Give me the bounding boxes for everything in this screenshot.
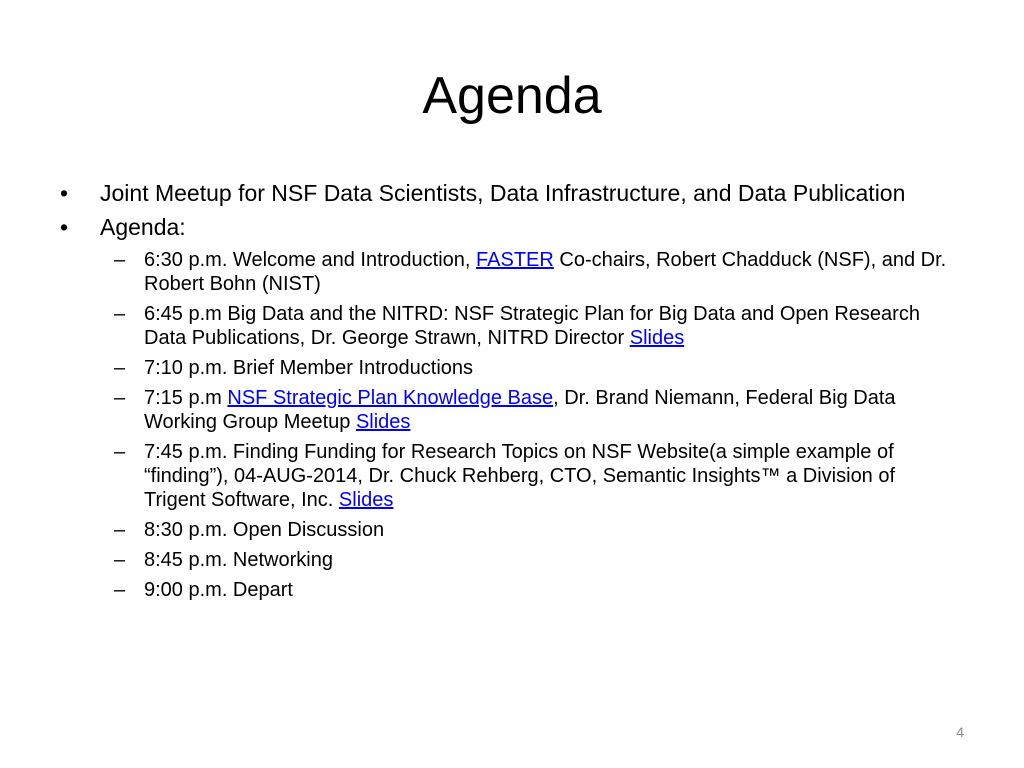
dash-icon: –: [114, 549, 126, 571]
agenda-text: 7:10 p.m. Brief Member Introductions: [144, 357, 474, 379]
slide-title: Agenda: [422, 67, 602, 125]
agenda-text: , Dr. Brand Niemann, Federal Big Data Working Group Meetup: [144, 387, 896, 433]
page-number: 4: [956, 724, 964, 740]
slides-link[interactable]: Slides: [338, 489, 394, 511]
agenda-text: 7:15 p.m: [144, 387, 228, 409]
dash-icon: –: [114, 249, 126, 271]
dash-icon: –: [114, 387, 126, 409]
knowledge-base-link[interactable]: NSF Strategic Plan Knowledge Base: [227, 387, 554, 409]
agenda-text: Co-chairs, Robert Chadduck (NSF), and Dr. Robert Bohn (NIST): [144, 249, 947, 295]
dash-icon: –: [114, 303, 126, 325]
bullet-icon: •: [60, 180, 69, 206]
agenda-text: 8:45 p.m. Networking: [144, 549, 333, 571]
slides-link[interactable]: Slides: [629, 327, 685, 349]
agenda-text: 7:45 p.m. Finding Funding for Research Topics on NSF Website(a simple example of “finding”), 04-AUG-2014, Dr. Chuck Rehberg, CTO, Semantic Insights™ a Division of Trigent Software, Inc.: [144, 441, 896, 511]
bullet-item-agenda: [56, 214, 956, 240]
agenda-text: 9:00 p.m. Depart: [144, 579, 293, 601]
agenda-item: [114, 248, 956, 296]
agenda-text: 6:30 p.m. Welcome and Introduction,: [144, 249, 477, 271]
agenda-item: [114, 578, 956, 602]
agenda-item: [114, 518, 956, 542]
bullet-icon: •: [60, 214, 69, 240]
slides-link[interactable]: Slides: [355, 411, 411, 433]
dash-icon: –: [114, 357, 126, 379]
agenda-text: 8:30 p.m. Open Discussion: [144, 519, 385, 541]
agenda-item: [114, 302, 956, 350]
faster-link[interactable]: FASTER: [476, 249, 554, 271]
dash-icon: –: [114, 441, 126, 463]
agenda-text: 6:45 p.m Big Data and the NITRD: NSF Strategic Plan for Big Data and Open Research Data Publications, Dr. George Strawn, NITRD Director: [144, 303, 920, 349]
dash-icon: –: [114, 579, 126, 601]
bullet-text: Joint Meetup for NSF Data Scientists, Data Infrastructure, and Data Publication: [100, 180, 906, 206]
dash-icon: –: [114, 519, 126, 541]
slide-body: [56, 180, 956, 608]
agenda-item: [114, 548, 956, 572]
agenda-item: [114, 356, 956, 380]
agenda-item: [114, 386, 956, 434]
bullet-item-meetup: [56, 180, 956, 206]
agenda-item: [114, 440, 956, 512]
agenda-list: [114, 248, 956, 602]
bullet-text: Agenda:: [100, 214, 186, 240]
